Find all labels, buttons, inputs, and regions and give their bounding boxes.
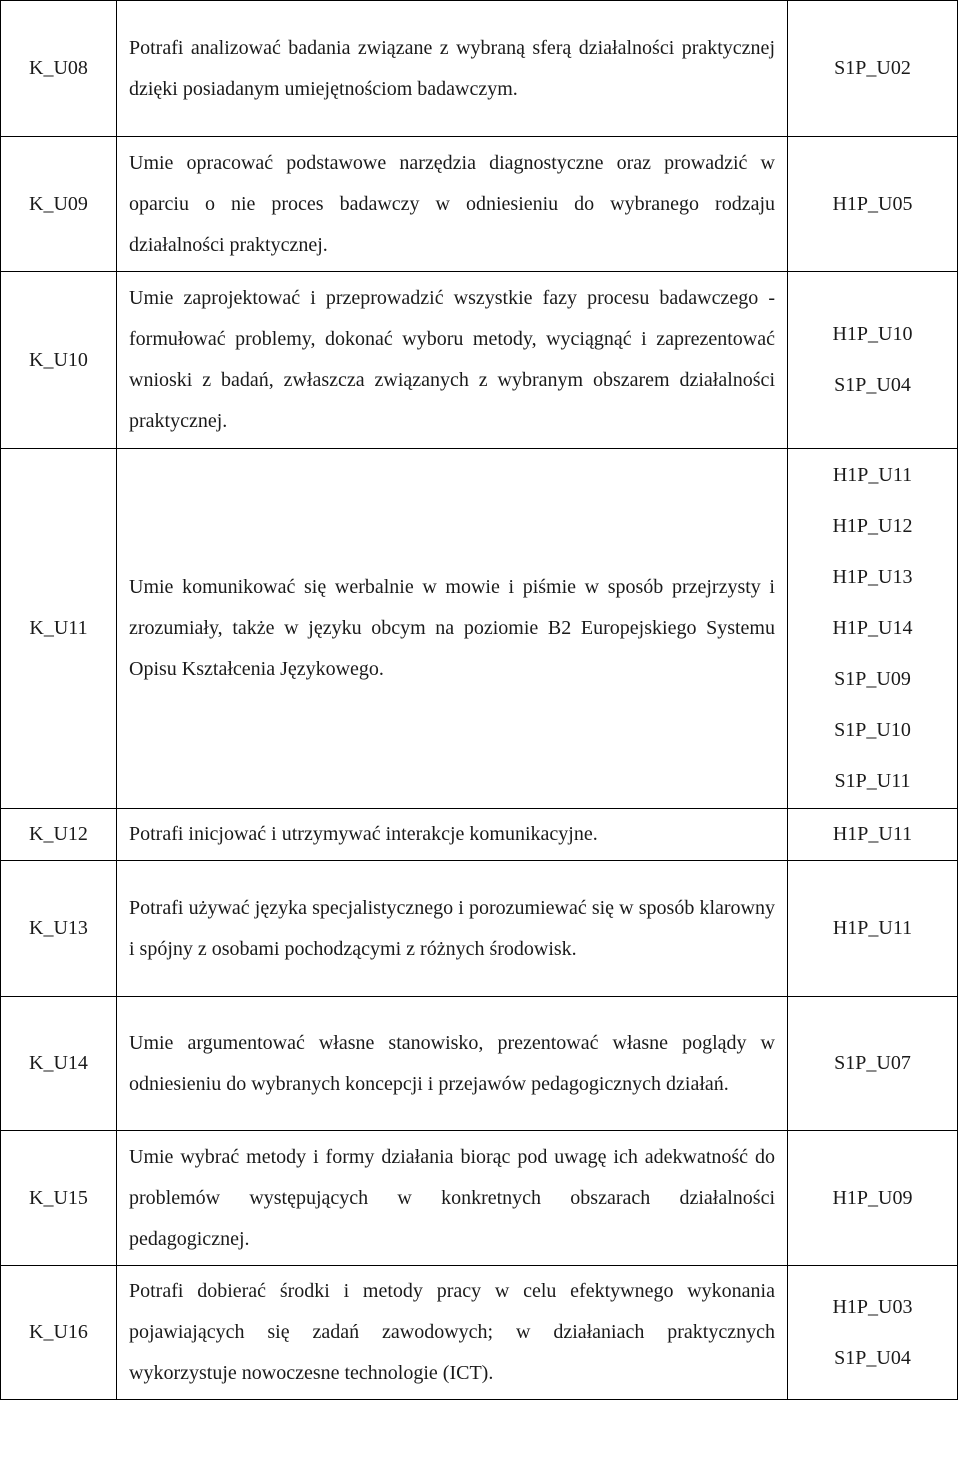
- reference-code: S1P_U07: [834, 1052, 911, 1074]
- reference-code: S1P_U10: [834, 719, 911, 741]
- reference-code: H1P_U14: [832, 617, 913, 639]
- outcome-references: [788, 272, 958, 449]
- reference-code: H1P_U11: [832, 917, 913, 939]
- table-row: [1, 1, 958, 137]
- reference-code: H1P_U13: [832, 566, 913, 588]
- outcome-code: K_U11: [1, 449, 117, 809]
- reference-code: S1P_U04: [834, 374, 911, 396]
- table-row: [1, 137, 958, 272]
- reference-code: S1P_U02: [834, 57, 911, 79]
- outcome-description: Potrafi analizować badania związane z wybraną sferą działalności praktycznej dzięki posiadanym umiejętnościom badawczym.: [117, 1, 788, 137]
- outcome-code: K_U08: [1, 1, 117, 137]
- outcome-description: Potrafi dobierać środki i metody pracy w celu efektywnego wykonania pojawiających się zadań zawodowych; w działaniach praktycznych wykorzystuje nowoczesne technologie (ICT).: [117, 1266, 788, 1400]
- outcome-description: Umie argumentować własne stanowisko, prezentować własne poglądy w odniesieniu do wybranych koncepcji i przejawów pedagogicznych działań.: [117, 997, 788, 1131]
- reference-code: H1P_U03: [832, 1295, 913, 1318]
- outcome-references: [788, 1266, 958, 1400]
- outcome-code: K_U09: [1, 137, 117, 272]
- table-row: [1, 997, 958, 1131]
- table-row: [1, 861, 958, 997]
- outcome-references: [788, 449, 958, 809]
- outcome-description: Potrafi inicjować i utrzymywać interakcje komunikacyjne.: [117, 809, 788, 861]
- table-row: [1, 1266, 958, 1400]
- outcome-references: [788, 997, 958, 1131]
- reference-code: H1P_U09: [832, 1186, 913, 1209]
- outcome-description: Umie komunikować się werbalnie w mowie i piśmie w sposób przejrzysty i zrozumiały, także w języku obcym na poziomie B2 Europejskiego Systemu Opisu Kształcenia Językowego.: [117, 449, 788, 809]
- outcome-description: Potrafi używać języka specjalistycznego i porozumiewać się w sposób klarowny i spójny z osobami pochodzącymi z różnych środowisk.: [117, 861, 788, 997]
- outcome-description: Umie zaprojektować i przeprowadzić wszystkie fazy procesu badawczego - formułować problemy, dokonać wyboru metody, wyciągnąć i zaprezentować wnioski z badań, zwłaszcza związanych z wybranym obszarem działalności praktycznej.: [117, 272, 788, 449]
- outcome-references: [788, 809, 958, 861]
- outcome-code: K_U14: [1, 997, 117, 1131]
- reference-code: S1P_U04: [834, 1346, 911, 1369]
- table-row: [1, 449, 958, 809]
- outcome-code: K_U16: [1, 1266, 117, 1400]
- table-row: [1, 1131, 958, 1266]
- table-row: [1, 809, 958, 861]
- reference-code: H1P_U12: [832, 515, 913, 537]
- outcome-references: [788, 1131, 958, 1266]
- reference-code: H1P_U11: [832, 464, 913, 486]
- outcome-code: K_U13: [1, 861, 117, 997]
- outcome-description: Umie opracować podstawowe narzędzia diagnostyczne oraz prowadzić w oparciu o nie proces badawczy w odniesieniu do wybranego rodzaju działalności praktycznej.: [117, 137, 788, 272]
- reference-code: S1P_U09: [834, 668, 911, 690]
- outcome-references: [788, 861, 958, 997]
- outcome-references: [788, 1, 958, 137]
- outcome-code: K_U12: [1, 809, 117, 861]
- reference-code: S1P_U11: [834, 770, 911, 792]
- reference-code: H1P_U05: [832, 192, 913, 215]
- outcome-description: Umie wybrać metody i formy działania biorąc pod uwagę ich adekwatność do problemów występujących w konkretnych obszarach działalności pedagogicznej.: [117, 1131, 788, 1266]
- outcome-references: [788, 137, 958, 272]
- reference-code: H1P_U10: [832, 323, 913, 345]
- outcome-code: K_U15: [1, 1131, 117, 1266]
- reference-code: H1P_U11: [832, 823, 913, 845]
- table-row: [1, 272, 958, 449]
- outcome-code: K_U10: [1, 272, 117, 449]
